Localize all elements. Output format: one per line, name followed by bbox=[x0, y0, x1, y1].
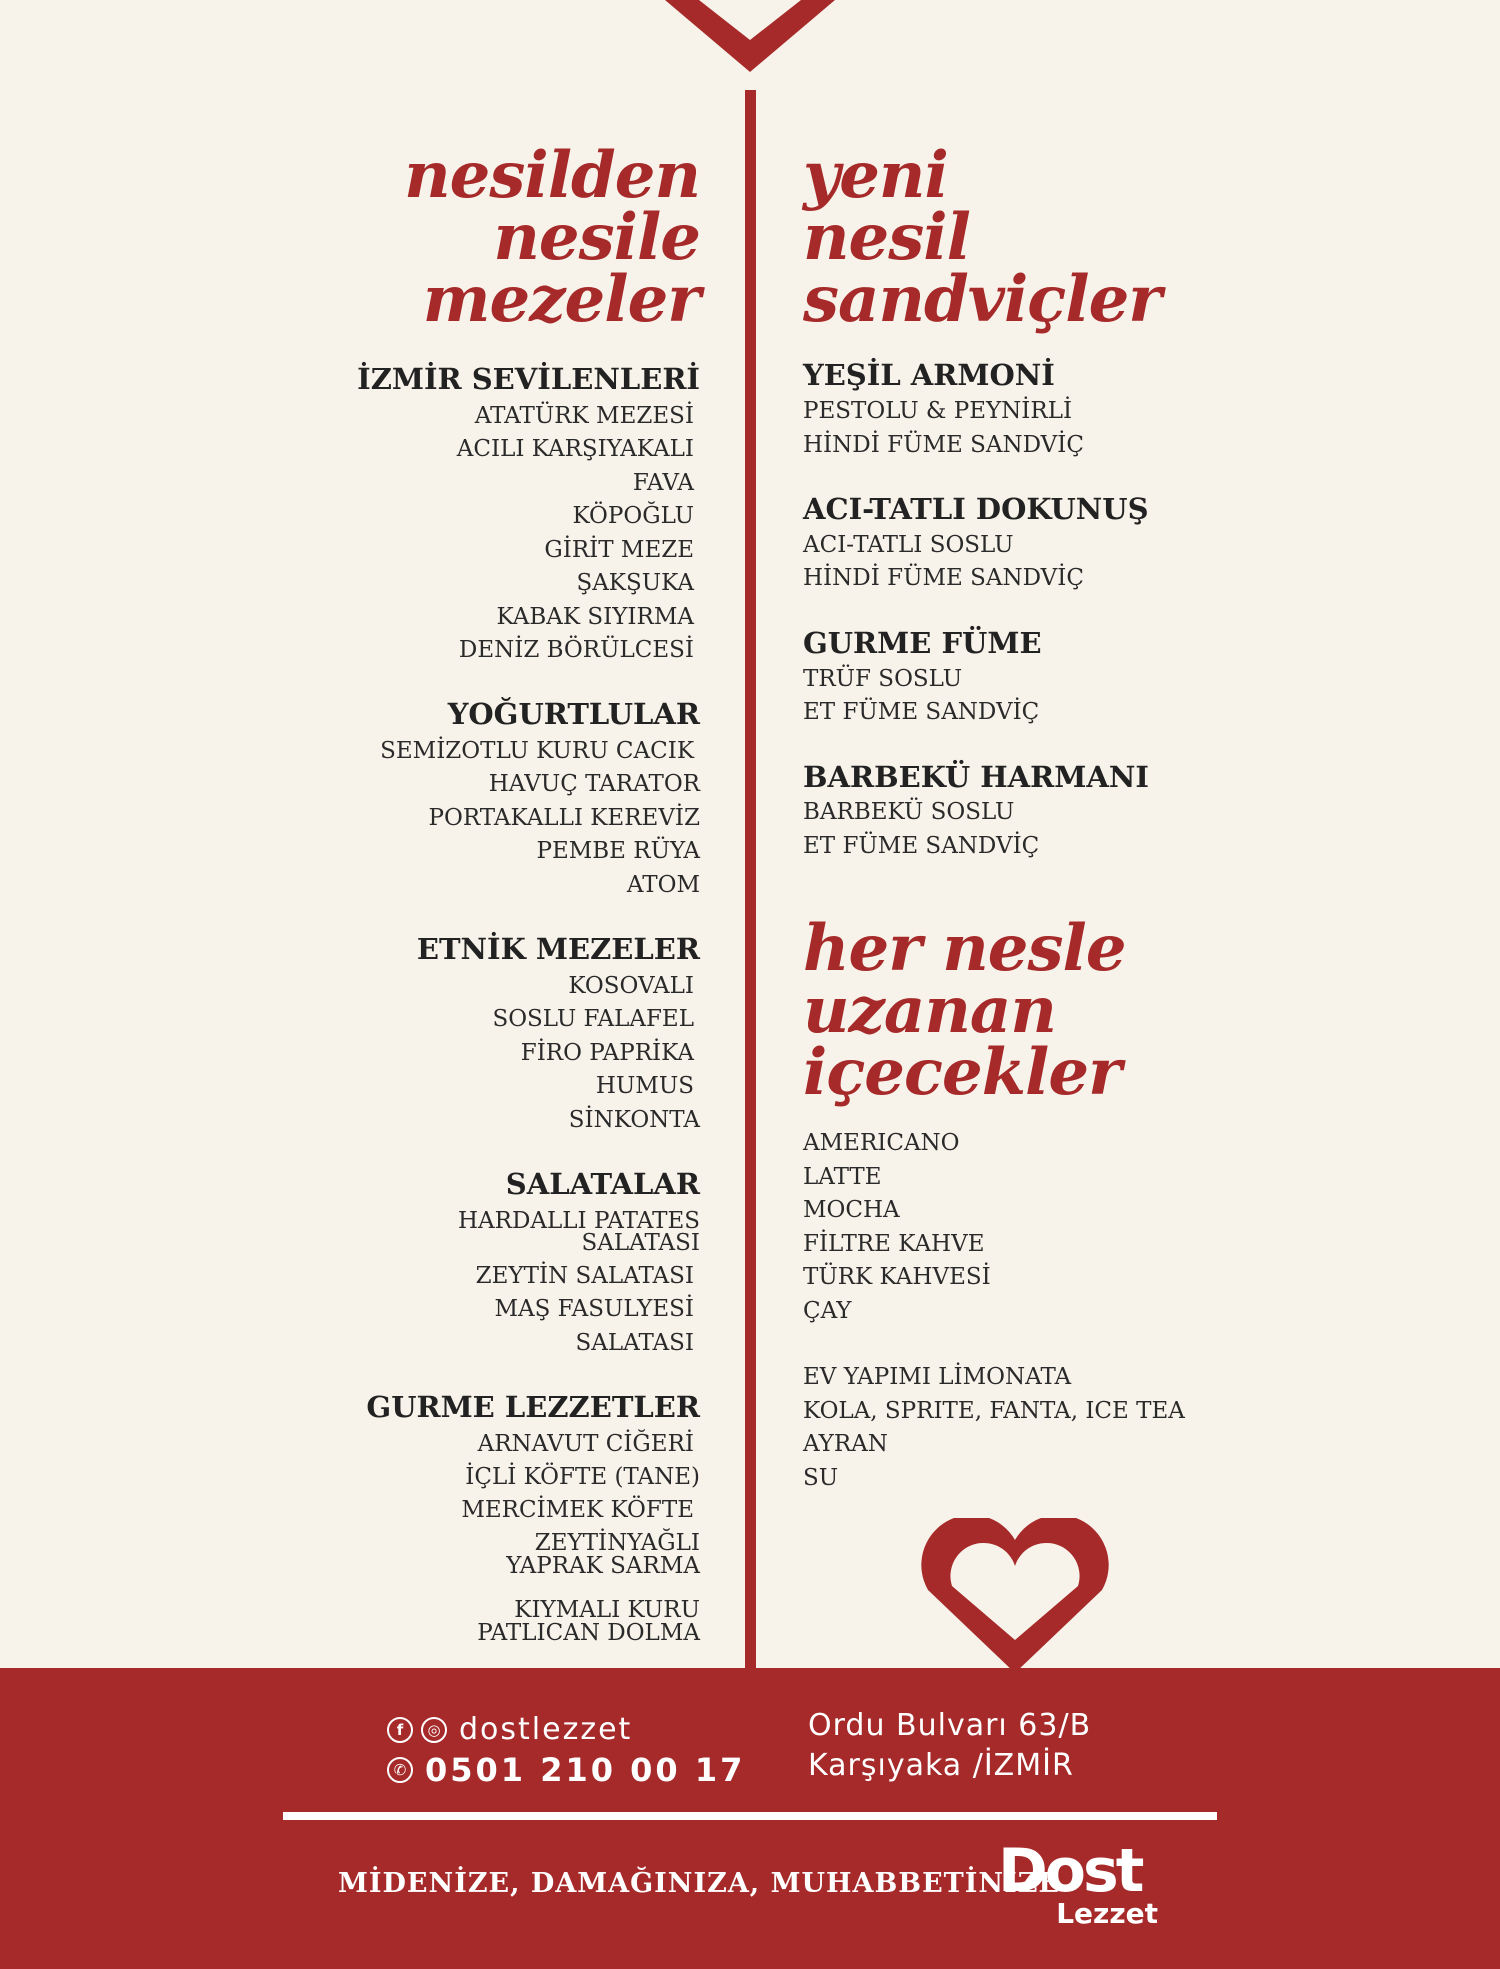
menu-item: FAVA bbox=[632, 470, 694, 496]
menu-item: HAVUÇ TARATOR bbox=[488, 771, 700, 797]
sandwich-name: GURME FÜME bbox=[803, 626, 1042, 660]
sandvicler-title: yeni nesil sandviçler bbox=[803, 138, 1161, 337]
social-handle-text[interactable]: dostlezzet bbox=[459, 1712, 633, 1747]
menu-item: İÇLİ KÖFTE (TANE) bbox=[465, 1464, 700, 1490]
sandwich-desc: ET FÜME SANDVİÇ bbox=[803, 699, 1040, 725]
sandwich-name: ACI-TATLI DOKUNUŞ bbox=[803, 492, 1149, 526]
top-chevron-decoration bbox=[665, 0, 835, 72]
menu-item: KÖPOĞLU bbox=[572, 503, 694, 529]
menu-item: ACILI KARŞIYAKALI bbox=[456, 436, 694, 462]
menu-item: KABAK SIYIRMA bbox=[496, 604, 694, 630]
menu-item: GİRİT MEZE bbox=[544, 537, 694, 563]
menu-item: MAŞ FASULYESİ bbox=[494, 1296, 694, 1322]
drink-item: LATTE bbox=[803, 1164, 882, 1190]
menu-item: ZEYTİN SALATASI bbox=[475, 1263, 694, 1289]
dost-lezzet-logo bbox=[998, 1836, 1168, 1940]
sandwich-desc: ACI-TATLI SOSLU bbox=[803, 532, 1014, 558]
section-title: İZMİR SEVİLENLERİ bbox=[357, 362, 700, 396]
menu-item: HUMUS bbox=[595, 1073, 694, 1099]
section-title: GURME LEZZETLER bbox=[366, 1390, 700, 1424]
menu-item: ZEYTİNYAĞLI bbox=[534, 1530, 700, 1556]
sandwich-name: YEŞİL ARMONİ bbox=[803, 358, 1055, 392]
drink-item: KOLA, SPRITE, FANTA, ICE TEA bbox=[803, 1398, 1185, 1424]
menu-item: SALATASI bbox=[581, 1230, 700, 1256]
menu-item: KIYMALI KURU bbox=[514, 1597, 700, 1623]
menu-item: YAPRAK SARMA bbox=[506, 1553, 700, 1579]
logo-sub-text: Lezzet bbox=[1056, 1897, 1158, 1930]
instagram-icon[interactable]: ◎ bbox=[421, 1717, 447, 1743]
menu-item: ATOM bbox=[626, 872, 700, 898]
menu-item: PORTAKALLI KEREVİZ bbox=[428, 805, 700, 831]
drink-item: EV YAPIMI LİMONATA bbox=[803, 1364, 1072, 1390]
menu-item: FİRO PAPRİKA bbox=[520, 1040, 694, 1066]
address-line: Ordu Bulvarı 63/B bbox=[808, 1708, 1092, 1743]
menu-item: PATLICAN DOLMA bbox=[477, 1620, 700, 1646]
footer-divider bbox=[283, 1812, 1217, 1820]
menu-item: ARNAVUT CİĞERİ bbox=[477, 1431, 694, 1457]
heart-icon bbox=[900, 1518, 1130, 1678]
sandwich-desc: HİNDİ FÜME SANDVİÇ bbox=[803, 565, 1084, 591]
drink-item: TÜRK KAHVESİ bbox=[803, 1264, 991, 1290]
address bbox=[808, 1706, 1091, 1786]
menu-item: ŞAKŞUKA bbox=[576, 570, 694, 596]
slogan: MİDENİZE, DAMAĞINIZA, MUHABBETİNİZE bbox=[338, 1868, 1060, 1899]
social-handle bbox=[387, 1712, 632, 1747]
drink-item: MOCHA bbox=[803, 1197, 900, 1223]
menu-item: SOSLU FALAFEL bbox=[492, 1006, 694, 1032]
phone-number[interactable]: 0501 210 00 17 bbox=[425, 1751, 746, 1789]
drink-item: AMERICANO bbox=[803, 1130, 960, 1156]
menu-item: DENİZ BÖRÜLCESİ bbox=[458, 637, 694, 663]
menu-item: PEMBE RÜYA bbox=[536, 838, 700, 864]
menu-item: KOSOVALI bbox=[568, 973, 694, 999]
icecekler-title: her nesle uzanan içecekler bbox=[803, 911, 1126, 1110]
sandwich-desc: HİNDİ FÜME SANDVİÇ bbox=[803, 432, 1084, 458]
address-line: Karşıyaka /İZMİR bbox=[808, 1748, 1074, 1783]
drink-item: AYRAN bbox=[803, 1431, 888, 1457]
phone-icon: ✆ bbox=[387, 1757, 413, 1783]
sandwich-desc: BARBEKÜ SOSLU bbox=[803, 799, 1015, 825]
menu-item: SİNKONTA bbox=[568, 1107, 700, 1133]
logo-main-text: Dost bbox=[998, 1836, 1142, 1906]
menu-item: SALATASI bbox=[575, 1330, 694, 1356]
drink-item: FİLTRE KAHVE bbox=[803, 1231, 985, 1257]
drink-item: ÇAY bbox=[803, 1298, 852, 1324]
footer bbox=[0, 1668, 1500, 1969]
sandwich-desc: PESTOLU & PEYNİRLİ bbox=[803, 398, 1073, 424]
phone-contact bbox=[387, 1751, 745, 1789]
drink-item: SU bbox=[803, 1465, 839, 1491]
section-title: YOĞURTLULAR bbox=[447, 697, 700, 731]
sandwich-desc: TRÜF SOSLU bbox=[803, 666, 963, 692]
menu-item: MERCİMEK KÖFTE bbox=[461, 1497, 694, 1523]
section-title: SALATALAR bbox=[505, 1167, 700, 1201]
mezeler-title: nesilden nesile mezeler bbox=[404, 138, 700, 337]
sandwich-name: BARBEKÜ HARMANI bbox=[803, 760, 1149, 794]
menu-item: HARDALLI PATATES bbox=[457, 1208, 700, 1234]
center-divider bbox=[745, 90, 756, 1670]
section-title: ETNİK MEZELER bbox=[416, 932, 700, 966]
menu-item: SEMİZOTLU KURU CACIK bbox=[380, 738, 694, 764]
sandwich-desc: ET FÜME SANDVİÇ bbox=[803, 833, 1040, 859]
facebook-icon[interactable]: f bbox=[387, 1717, 413, 1743]
menu-item: ATATÜRK MEZESİ bbox=[474, 403, 694, 429]
